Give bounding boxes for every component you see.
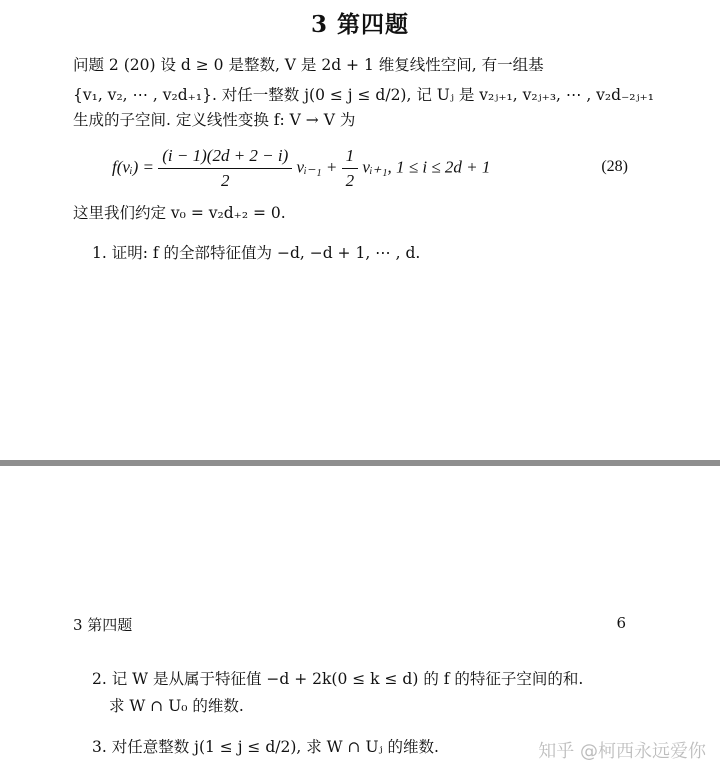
equation-rhs: vᵢ₊₁, 1 ≤ i ≤ 2d + 1 [362, 157, 491, 177]
page-divider [0, 460, 720, 466]
item-2-line-2: 求 W ∩ U₀ 的维数. [109, 697, 244, 715]
item-1: 1. 证明: f 的全部特征值为 −d, −d + 1, ⋯ , d. [92, 244, 421, 262]
fraction-2 [342, 146, 359, 191]
equation-lhs: f(vᵢ) = [112, 157, 155, 177]
watermark-text: 知乎 @柯西永远爱你 [538, 741, 706, 762]
section-title: 3 第四题 [310, 11, 409, 38]
page-number: 6 [616, 614, 626, 632]
fraction-2-denominator: 2 [345, 171, 355, 190]
page-header-section: 3 第四题 [73, 616, 133, 634]
fraction-1 [158, 146, 292, 191]
problem-line-1: 问题 2 (20) 设 d ≥ 0 是整数, V 是 2d + 1 维复线性空间, 有一组基 [73, 56, 544, 74]
item-3: 3. 对任意整数 j(1 ≤ j ≤ d/2), 求 W ∩ Uⱼ 的维数. [92, 738, 439, 756]
equation-mid: vᵢ₋₁ + [296, 157, 338, 177]
fraction-1-denominator: 2 [221, 171, 230, 190]
fraction-2-numerator: 1 [342, 146, 359, 169]
convention-text: 这里我们约定 v₀ = v₂d₊₂ = 0. [73, 204, 286, 222]
fraction-1-numerator: (i − 1)(2d + 2 − i) [158, 146, 292, 169]
equation-28 [112, 146, 632, 192]
problem-line-2: {v₁, v₂, ⋯ , v₂d₊₁}. 对任一整数 j(0 ≤ j ≤ d/2), 记 Uⱼ 是 v₂ⱼ₊₁, v₂ⱼ₊₃, ⋯ , v₂d₋₂ⱼ₊₁ [73, 86, 654, 104]
item-2-line-1: 2. 记 W 是从属于特征值 −d + 2k(0 ≤ k ≤ d) 的 f 的特征子空间的和. [92, 670, 584, 688]
equation-number: (28) [601, 158, 628, 175]
problem-line-3: 生成的子空间. 定义线性变换 f: V → V 为 [73, 111, 356, 129]
